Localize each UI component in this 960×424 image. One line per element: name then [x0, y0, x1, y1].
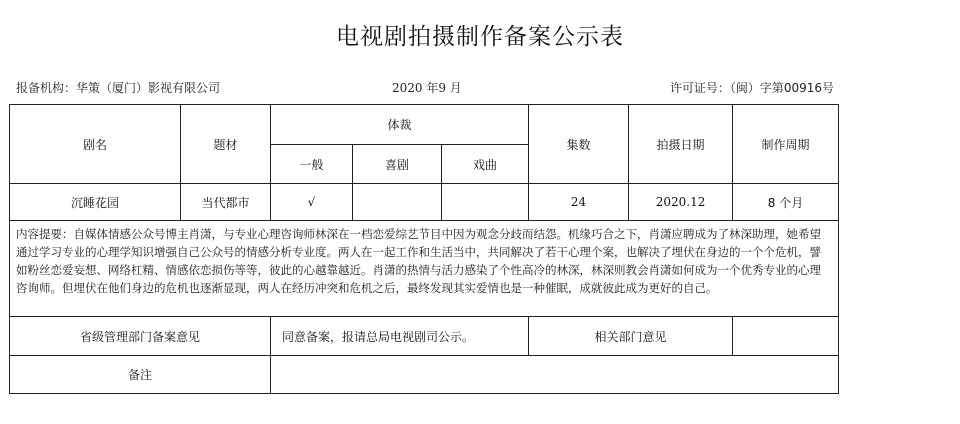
related-opinion-value [733, 317, 839, 356]
remark-value [271, 356, 839, 394]
related-opinion-label: 相关部门意见 [529, 317, 733, 356]
filing-organization: 报备机构：华策（厦门）影视有限公司 [16, 81, 221, 95]
provincial-opinion-label: 省级管理部门备案意见 [10, 317, 271, 356]
episodes-value: 24 [529, 184, 629, 221]
genre-opera-check [442, 184, 529, 221]
header-theme: 题材 [181, 105, 271, 184]
header-genre-general: 一般 [271, 145, 353, 184]
header-genre-comedy: 喜剧 [353, 145, 442, 184]
header-production-cycle: 制作周期 [733, 105, 839, 184]
remark-label: 备注 [10, 356, 271, 394]
license-number: 许可证号：（闽）字第00916号 [669, 81, 834, 95]
header-genre: 体裁 [271, 105, 529, 145]
header-shoot-date: 拍摄日期 [629, 105, 733, 184]
filing-date: 2020 年9 月 [392, 81, 462, 95]
shoot-date-value: 2020.12 [629, 184, 733, 221]
page-title: 电视剧拍摄制作备案公示表 [336, 24, 624, 50]
header-episodes: 集数 [529, 105, 629, 184]
theme-value: 当代都市 [181, 184, 271, 221]
header-genre-opera: 戏曲 [442, 145, 529, 184]
drama-name-value: 沉睡花园 [10, 184, 181, 221]
genre-comedy-check [353, 184, 442, 221]
filing-table [9, 104, 839, 394]
header-drama-name: 剧名 [10, 105, 181, 184]
genre-general-check: √ [271, 184, 353, 221]
production-cycle-value: 8 个月 [733, 184, 839, 221]
content-summary: 内容提要：自媒体情感公众号博主肖潇，与专业心理咨询师林深在一档恋爱综艺节目中因为观念分歧而结怨。机缘巧合之下，肖潇应聘成为了林深助理，她希望通过学习专业的心理学知识增强自己公众号的情感分析专业度。两人在一起工作和生活当中，共同解决了若干心理个案，也解决了埋伏在身边的一个个危机，譬如粉丝恋爱妄想、网络杠精、情感依恋损伤等等，彼此的心越靠越近。肖潇的热情与活力感染了个性高冷的林深，林深则教会肖潇如何成为一个优秀专业的心理咨询师。但埋伏在他们身边的危机也逐渐显现，两人在经历冲突和危机之后，最终发现其实爱情也是一种催眠，成就彼此成为更好的自己。 [10, 221, 839, 317]
provincial-opinion-value: 同意备案，报请总局电视剧司公示。 [271, 317, 529, 356]
